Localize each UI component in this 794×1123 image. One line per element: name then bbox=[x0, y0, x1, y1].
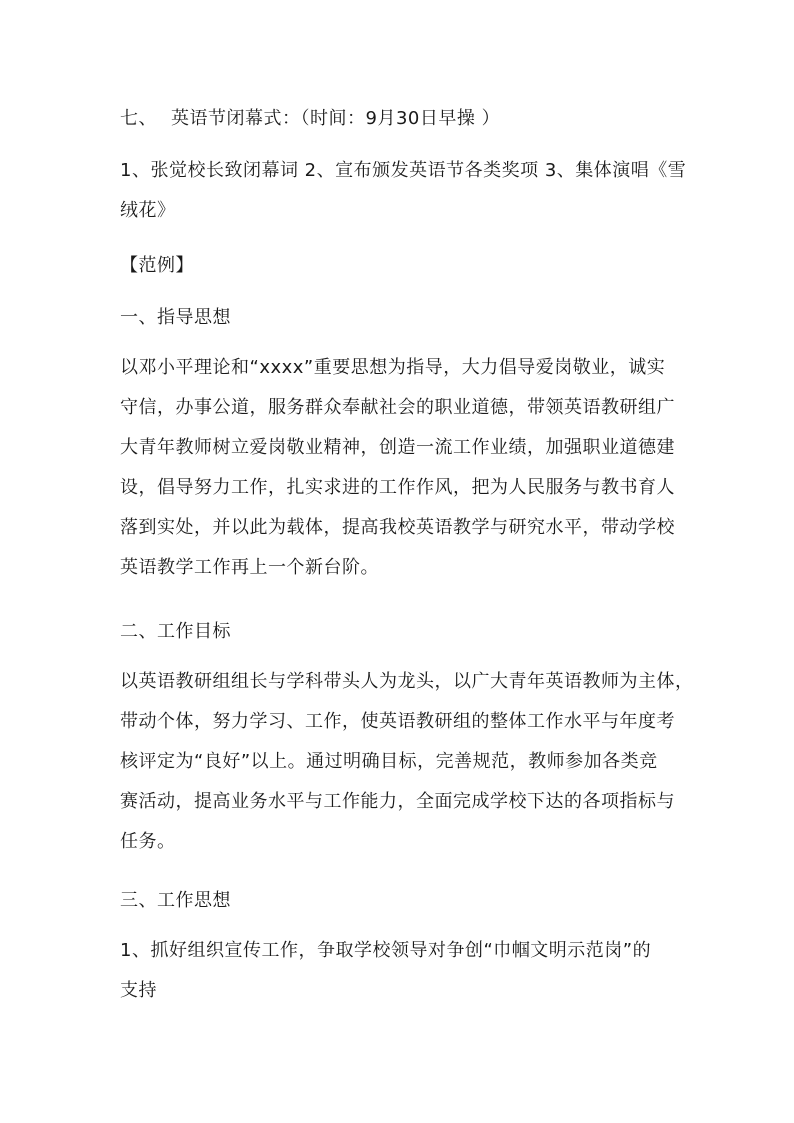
body-line: 设，倡导努力工作，扎实求进的工作作风，把为人民服务与教书育人 bbox=[120, 477, 675, 498]
section-body-guiding-thought bbox=[120, 348, 685, 588]
section-body-work-ideas bbox=[120, 931, 685, 1011]
body-line: 英语教学工作再上一个新台阶。 bbox=[120, 557, 379, 578]
section-title-work-goals: 二、工作目标 bbox=[120, 621, 231, 642]
body-line: 带动个体，努力学习、工作，使英语教研组的整体工作水平与年度考 bbox=[120, 711, 675, 732]
closing-items-line: 绒花》 bbox=[120, 200, 176, 221]
closing-items-line: 1、张觉校长致闭幕词 2、宣布颁发英语节各类奖项 3、集体演唱《雪 bbox=[120, 160, 687, 181]
body-line: 任务。 bbox=[120, 831, 176, 852]
body-line: 赛活动，提高业务水平与工作能力，全面完成学校下达的各项指标与 bbox=[120, 791, 675, 812]
section-title-guiding-thought: 一、指导思想 bbox=[120, 307, 231, 328]
closing-heading-text: 英语节闭幕式：（时间：9月30日早操 ） bbox=[171, 108, 501, 129]
body-line: 核评定为“良好”以上。通过明确目标，完善规范，教师参加各类竞 bbox=[120, 751, 658, 772]
body-line: 以英语教研组组长与学科带头人为龙头，以广大青年英语教师为主体， bbox=[120, 671, 694, 692]
body-line: 1、抓好组织宣传工作，争取学校领导对争创“巾帼文明示范岗”的 bbox=[120, 940, 652, 961]
closing-ceremony-items bbox=[120, 151, 685, 231]
body-line: 大青年教师树立爱岗敬业精神，创造一流工作业绩，加强职业道德建 bbox=[120, 437, 675, 458]
section-title-work-ideas: 三、工作思想 bbox=[120, 890, 231, 911]
body-line: 守信，办事公道，服务群众奉献社会的职业道德，带领英语教研组广 bbox=[120, 397, 675, 418]
body-line: 支持 bbox=[120, 980, 157, 1001]
closing-ceremony-heading bbox=[120, 107, 690, 131]
closing-heading-number: 七、 bbox=[120, 108, 157, 129]
section-body-work-goals bbox=[120, 662, 694, 862]
body-line: 落到实处，并以此为载体，提高我校英语教学与研究水平，带动学校 bbox=[120, 517, 675, 538]
example-label: 【范例】 bbox=[120, 255, 194, 276]
body-line: 以邓小平理论和“xxxx”重要思想为指导，大力倡导爱岗敬业，诚实 bbox=[120, 357, 666, 378]
